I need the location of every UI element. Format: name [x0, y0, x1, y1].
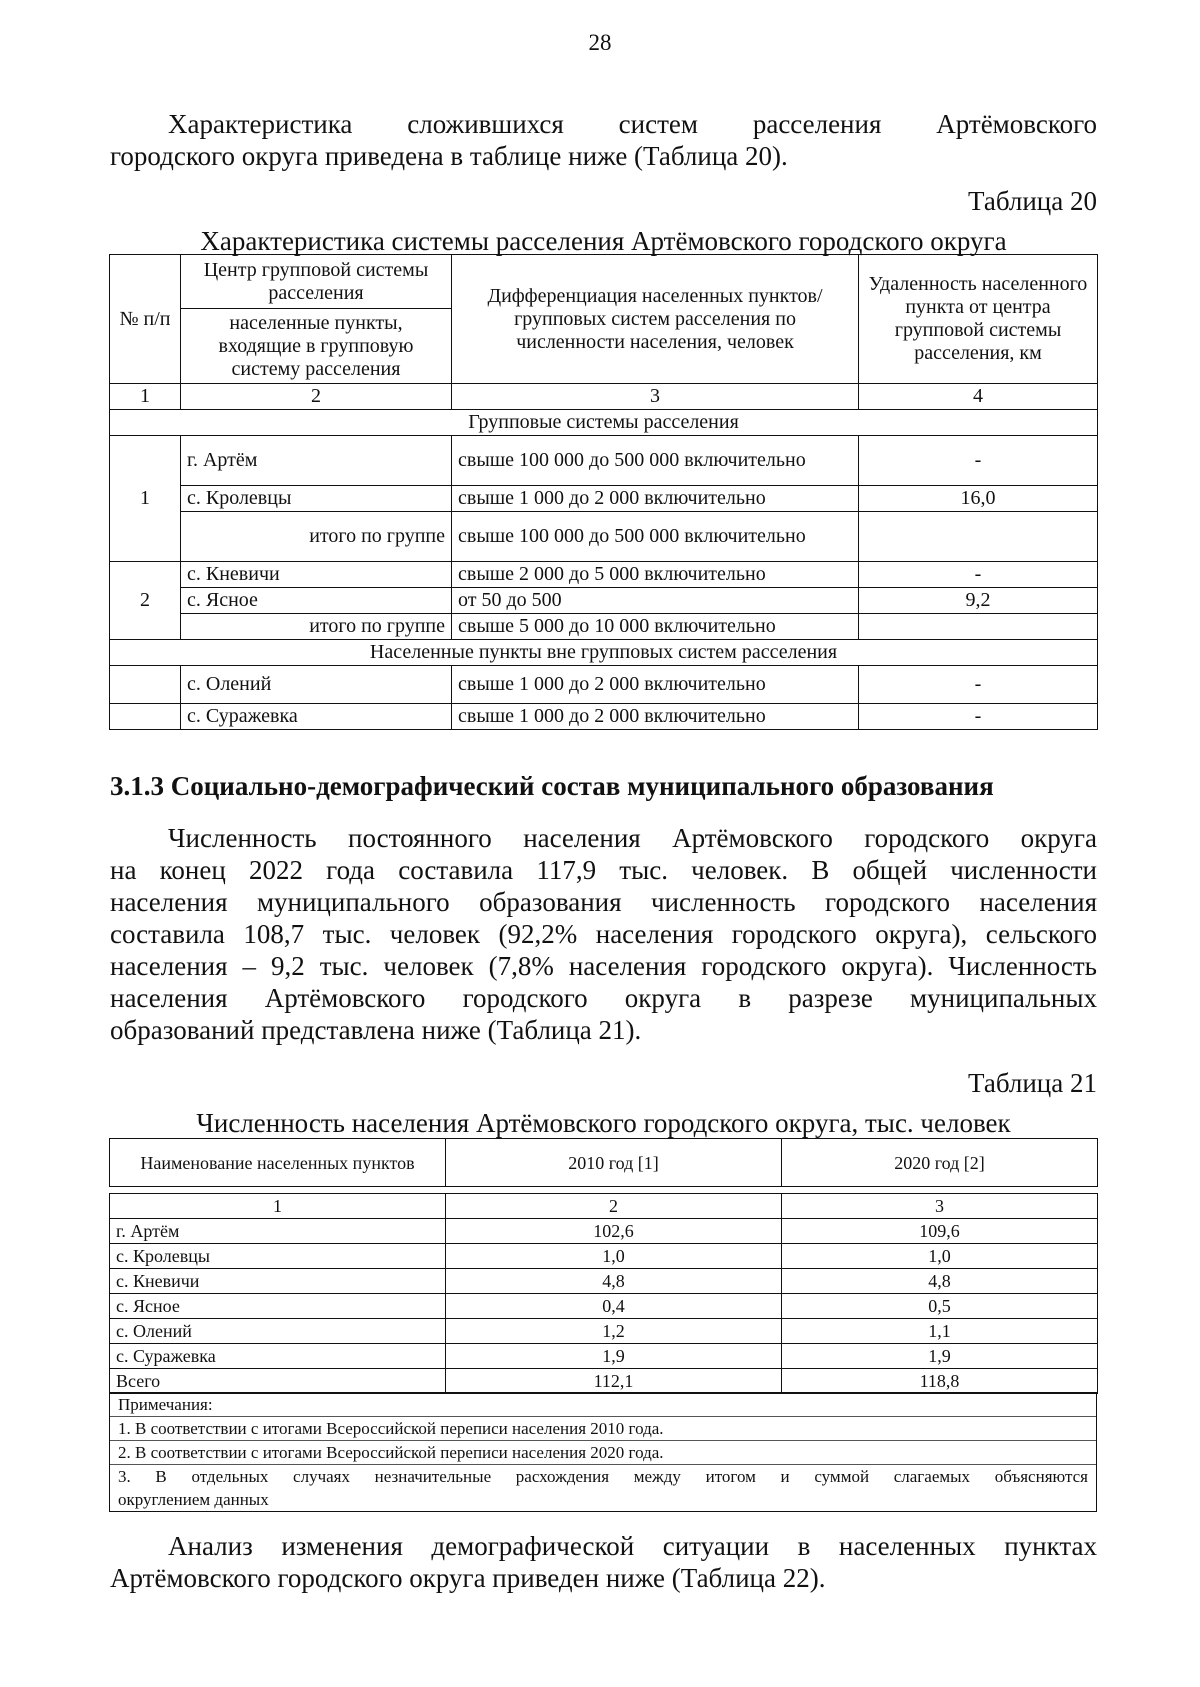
closing-line: Анализ изменения демографической ситуации в населенных пунктах	[168, 1531, 1097, 1561]
distance: -	[859, 704, 1098, 730]
settlement-name: с. Кролевцы	[110, 1244, 446, 1269]
intro-line: городского округа приведена в таблице ниже (Таблица 20).	[110, 141, 788, 171]
value-2010: 1,2	[446, 1319, 782, 1344]
distance	[859, 512, 1098, 562]
note-item-continued: округлением данных	[118, 1490, 269, 1509]
table-row	[110, 1319, 1098, 1344]
col-number: 2	[181, 384, 452, 410]
header-diff: Дифференциация населенных пунктов/групповых систем расселения по численности населения, человек	[452, 255, 859, 384]
value-2010: 112,1	[446, 1369, 782, 1394]
table-row	[110, 666, 1098, 704]
settlement-name: с. Кневичи	[110, 1269, 446, 1294]
value-2020: 1,9	[782, 1344, 1098, 1369]
spacer-row	[110, 1187, 1098, 1194]
population-range: свыше 100 000 до 500 000 включительно	[452, 512, 859, 562]
table20-label: Таблица 20	[968, 186, 1097, 216]
table21-notes	[109, 1392, 1097, 1512]
col-number: 2	[446, 1194, 782, 1219]
body-line: образований представлена ниже (Таблица 21).	[110, 1015, 642, 1045]
body-line: населения Артёмовского городского округа в разрезе муниципальных	[110, 983, 1097, 1013]
closing-line: Артёмовского городского округа приведен ниже (Таблица 22).	[110, 1563, 826, 1593]
value-2010: 4,8	[446, 1269, 782, 1294]
settlement-name: с. Ясное	[110, 1294, 446, 1319]
population-range: свыше 1 000 до 2 000 включительно	[452, 704, 859, 730]
table-row	[110, 704, 1098, 730]
table-row	[110, 1294, 1098, 1319]
table-row	[110, 486, 1098, 512]
value-2010: 102,6	[446, 1219, 782, 1244]
col-number: 1	[110, 1194, 446, 1219]
settlement-name: с. Олений	[181, 666, 452, 704]
distance: 9,2	[859, 588, 1098, 614]
col-number: 3	[452, 384, 859, 410]
table21-title: Численность населения Артёмовского городского округа, тыс. человек	[196, 1108, 1011, 1138]
settlement-name: г. Артём	[110, 1219, 446, 1244]
table-row	[110, 1344, 1098, 1369]
table-row	[110, 436, 1098, 486]
section-row: Групповые системы расселения	[110, 410, 1098, 436]
header-dist: Удаленность населенного пункта от центра групповой системы расселения, км	[859, 255, 1098, 384]
header-center-top: Центр групповой системы расселения	[181, 255, 452, 309]
value-2020: 4,8	[782, 1269, 1098, 1294]
body-line: Численность постоянного населения Артёмовского городского округа	[168, 823, 1097, 853]
empty-cell	[110, 666, 181, 704]
value-2020: 1,0	[782, 1244, 1098, 1269]
header-2020: 2020 год [2]	[782, 1139, 1098, 1187]
intro-line: Характеристика сложившихся систем расселения Артёмовского	[168, 109, 1097, 139]
group-total-label: итого по группе	[181, 614, 452, 640]
note-item: 3. В отдельных случаях незначительные расхождения между итогом и суммой слагаемых объясняются	[110, 1464, 1096, 1488]
value-2020: 118,8	[782, 1369, 1098, 1394]
header-2010: 2010 год [1]	[446, 1139, 782, 1187]
col-number: 4	[859, 384, 1098, 410]
col-number: 3	[782, 1194, 1098, 1219]
intro-paragraph	[110, 108, 1097, 172]
empty-cell	[110, 704, 181, 730]
body-line: населения муниципального образования численность городского населения	[110, 887, 1097, 917]
value-2020: 109,6	[782, 1219, 1098, 1244]
table-row-total	[110, 1369, 1098, 1394]
group-number: 1	[110, 436, 181, 562]
body-line: составила 108,7 тыс. человек (92,2% населения городского округа), сельского	[110, 919, 1097, 949]
table21-label: Таблица 21	[968, 1068, 1097, 1098]
population-range: свыше 1 000 до 2 000 включительно	[452, 486, 859, 512]
table-row	[110, 614, 1098, 640]
body-line: на конец 2022 года составила 117,9 тыс. человек. В общей численности	[110, 855, 1097, 885]
header-num: № п/п	[110, 255, 181, 384]
settlement-name: г. Артём	[181, 436, 452, 486]
settlement-name: с. Кролевцы	[181, 486, 452, 512]
value-2010: 1,0	[446, 1244, 782, 1269]
settlement-name: с. Ясное	[181, 588, 452, 614]
group-total-label: итого по группе	[181, 512, 452, 562]
settlement-name: с. Олений	[110, 1319, 446, 1344]
distance	[859, 614, 1098, 640]
note-item: 2. В соответствии с итогами Всероссийской переписи населения 2020 года.	[110, 1440, 1096, 1464]
body-line: населения – 9,2 тыс. человек (7,8% населения городского округа). Численность	[110, 951, 1097, 981]
table-row	[110, 1244, 1098, 1269]
value-2010: 0,4	[446, 1294, 782, 1319]
table-row	[110, 512, 1098, 562]
settlement-name: с. Суражевка	[181, 704, 452, 730]
value-2020: 1,1	[782, 1319, 1098, 1344]
page-number: 28	[588, 30, 612, 55]
population-range: свыше 2 000 до 5 000 включительно	[452, 562, 859, 588]
table20-title: Характеристика системы расселения Артёмовского городского округа	[200, 226, 1007, 256]
distance: -	[859, 436, 1098, 486]
header-center-bottom: населенные пункты, входящие в групповую систему расселения	[181, 309, 452, 384]
table-row	[110, 588, 1098, 614]
table-row	[110, 562, 1098, 588]
header-settlement: Наименование населенных пунктов	[110, 1139, 446, 1187]
settlement-name: Всего	[110, 1369, 446, 1394]
closing-paragraph	[110, 1530, 1097, 1594]
col-number: 1	[110, 384, 181, 410]
distance: -	[859, 562, 1098, 588]
settlement-system-table	[109, 254, 1098, 730]
notes-title: Примечания:	[118, 1395, 213, 1414]
table-row	[110, 1219, 1098, 1244]
body-paragraph	[110, 822, 1097, 1046]
group-number: 2	[110, 562, 181, 640]
section-heading: 3.1.3 Социально-демографический состав муниципального образования	[110, 771, 994, 801]
distance: 16,0	[859, 486, 1098, 512]
population-range: свыше 1 000 до 2 000 включительно	[452, 666, 859, 704]
population-range: от 50 до 500	[452, 588, 859, 614]
value-2020: 0,5	[782, 1294, 1098, 1319]
population-range: свыше 5 000 до 10 000 включительно	[452, 614, 859, 640]
note-item: 1. В соответствии с итогами Всероссийской переписи населения 2010 года.	[110, 1416, 1096, 1440]
table-row	[110, 1269, 1098, 1294]
population-range: свыше 100 000 до 500 000 включительно	[452, 436, 859, 486]
section-row: Населенные пункты вне групповых систем расселения	[110, 640, 1098, 666]
value-2010: 1,9	[446, 1344, 782, 1369]
distance: -	[859, 666, 1098, 704]
population-table	[109, 1138, 1098, 1394]
settlement-name: с. Суражевка	[110, 1344, 446, 1369]
settlement-name: с. Кневичи	[181, 562, 452, 588]
